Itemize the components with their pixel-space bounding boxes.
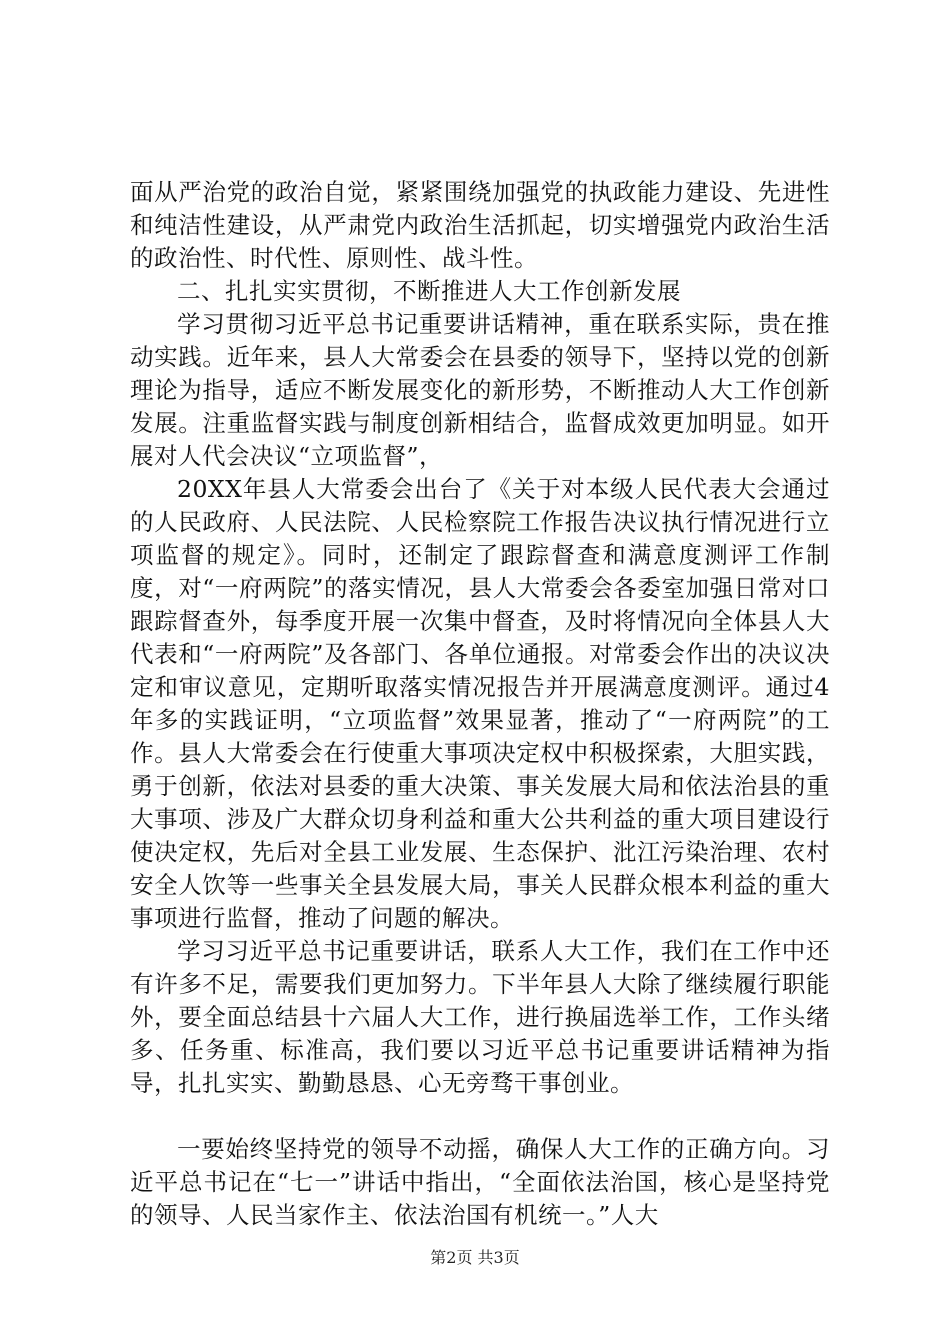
section-heading-2: 二、扎扎实实贯彻，不断推进人大工作创新发展 (177, 277, 681, 305)
document-body (130, 176, 830, 1232)
paragraph-1: 面从严治党的政治自觉，紧紧围绕加强党的执政能力建设、先进性和纯洁性建设，从严肃党内政治生活抓起，切实增强党内政治生活的政治性、时代性、原则性、战斗性。 (130, 178, 830, 272)
paragraph-6: 一要始终坚持党的领导不动摇，确保人大工作的正确方向。习近平总书记在“七一”讲话中指出，“全面依法治国，核心是坚持党的领导、人民当家作主、依法治国有机统一。”人大 (130, 1135, 830, 1229)
paragraph-gap (130, 1100, 830, 1133)
paragraph-4: 20XX年县人大常委会出台了《关于对本级人民代表大会通过的人民政府、人民法院、人民检察院工作报告决议执行情况进行立项监督的规定》。同时，还制定了跟踪督查和满意度测评工作制度，对“一府两院”的落实情况，县人大常委会各委室加强日常对口跟踪督查外，每季度开展一次集中督查，及时将情况向全体县人大代表和“一府两院”及各部门、各单位通报。对常委会作出的决议决定和审议意见，定期听取落实情况报告并开展满意度测评。通过4年多的实践证明，“立项监督”效果显著，推动了“一府两院”的工作。县人大常委会在行使重大事项决定权中积极探索，大胆实践，勇于创新，依法对县委的重大决策、事关发展大局和依法治县的重大事项、涉及广大群众切身利益和重大公共利益的重大项目建设行使决定权，先后对全县工业发展、生态保护、沘江污染治理、农村安全人饮等一些事关全县发展大局，事关人民群众根本利益的重大事项进行监督，推动了问题的解决。 (130, 475, 830, 932)
page-footer: 第2页 共3页 (430, 1248, 520, 1267)
paragraph-3: 学习贯彻习近平总书记重要讲话精神，重在联系实际，贵在推动实践。近年来，县人大常委会在县委的领导下，坚持以党的创新理论为指导，适应不断发展变化的新形势，不断推动人大工作创新发展。注重监督实践与制度创新相结合，监督成效更加明显。如开展对人代会决议“立项监督”， (130, 310, 830, 470)
paragraph-5: 学习习近平总书记重要讲话，联系人大工作，我们在工作中还有许多不足，需要我们更加努力。下半年县人大除了继续履行职能外，要全面总结县十六届人大工作，进行换届选举工作，工作头绪多、任务重、标准高，我们要以习近平总书记重要讲话精神为指导，扎扎实实、勤勤恳恳、心无旁骛干事创业。 (130, 937, 830, 1097)
